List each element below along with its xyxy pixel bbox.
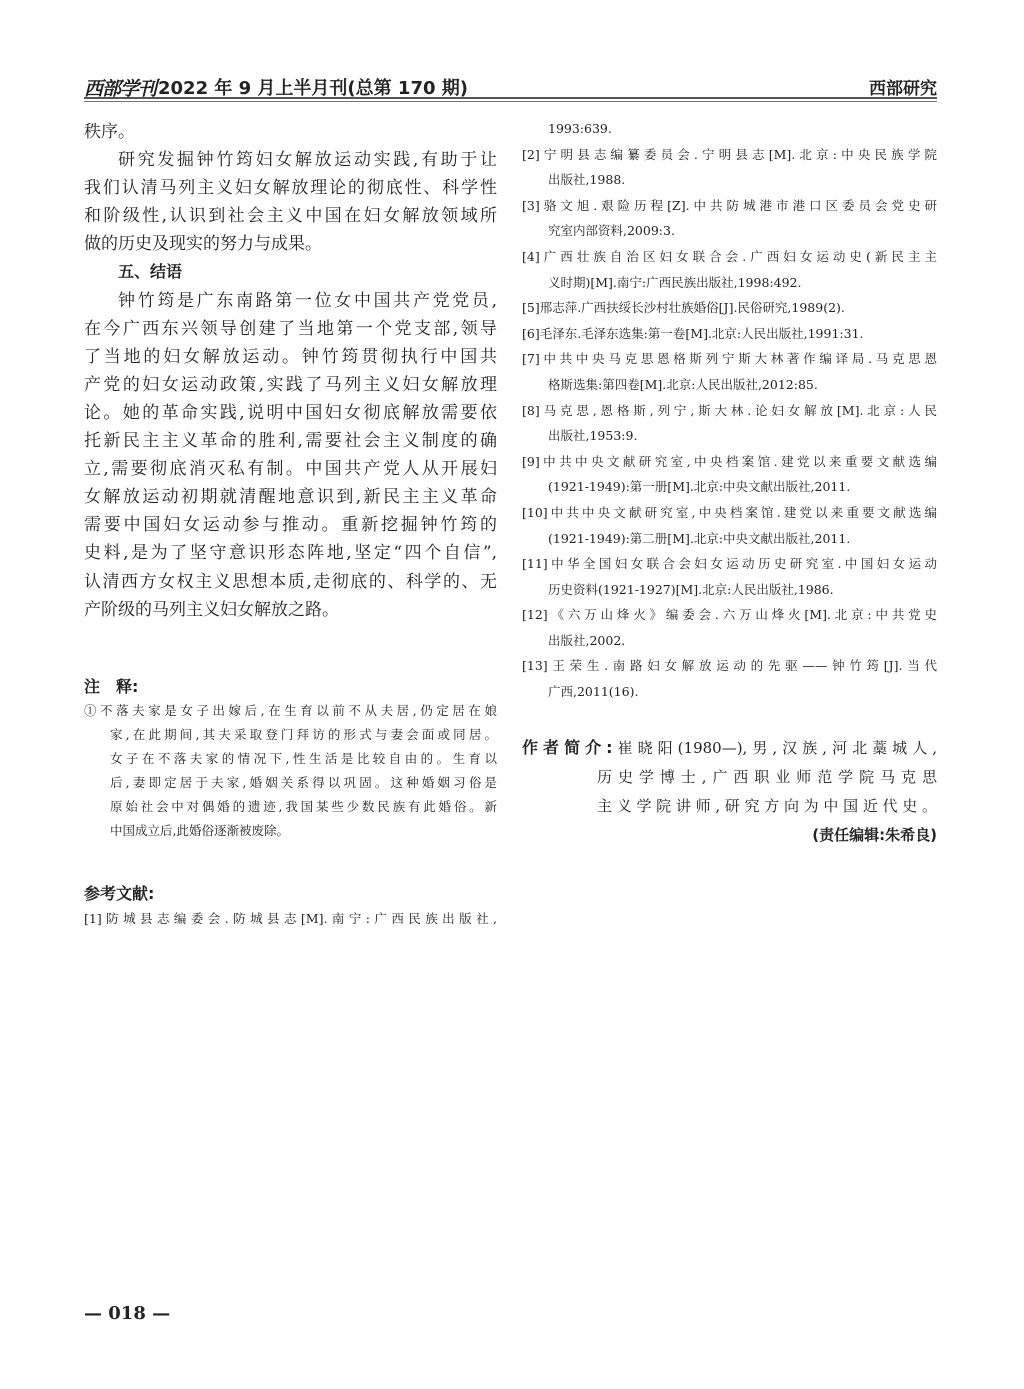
issue-info: 2022 年 9 月上半月刊(总第 170 期) <box>158 78 468 99</box>
note-line: ①不落夫家是女子出嫁后,在生育以前不从夫居,仍定居在娘 <box>84 703 497 718</box>
references-heading: 参考文献: <box>84 884 155 903</box>
reference-line: (1921-1949):第二册[M].北京:中央文献出版社,2011. <box>548 530 851 546</box>
paragraph-line: 产党的妇女运动政策,实践了马列主义妇女解放理 <box>84 374 497 395</box>
reference-line: 出版社,1988. <box>548 172 626 188</box>
reference-line: [9]中共中央文献研究室,中央档案馆.建党以来重要文献选编 <box>522 453 937 469</box>
reference-line: 出版社,1953:9. <box>548 428 638 444</box>
paragraph-line: 认清西方女权主义思想本质,走彻底的、科学的、无 <box>84 571 497 592</box>
note-line: 原始社会中对偶婚的遗迹,我国某些少数民族有此婚俗。新 <box>110 799 497 814</box>
header-rule-thin <box>84 101 937 102</box>
reference-line: [2]宁明县志编纂委员会.宁明县志[M].北京:中央民族学院 <box>522 146 937 162</box>
reference-line: 义时期)[M].南宁:广西民族出版社,1998:492. <box>548 274 802 290</box>
paragraph-line: 我们认清马列主义妇女解放理论的彻底性、科学性 <box>84 178 497 199</box>
note-line: 后,妻即定居于夫家,婚姻关系得以巩固。这种婚姻习俗是 <box>110 775 497 790</box>
reference-line: 历史资料(1921-1927)[M].北京:人民出版社,1986. <box>548 581 834 597</box>
paragraph-line: 秩序。 <box>84 122 135 142</box>
paragraph-line: 产阶级的马列主义妇女解放之路。 <box>84 599 339 620</box>
author-label: 作者简介: <box>522 738 613 757</box>
author-bio <box>522 733 937 850</box>
header-rule <box>84 97 937 99</box>
reference-line: 格斯选集:第四卷[M].北京:人民出版社,2012:85. <box>548 376 818 392</box>
section-heading: 五、结语 <box>118 262 183 282</box>
paragraph-line: 论。她的革命实践,说明中国妇女彻底解放需要依 <box>84 402 497 423</box>
paragraph-line: 在今广西东兴领导创建了当地第一个党支部,领导 <box>84 318 497 339</box>
note-line: 中国成立后,此婚俗逐渐被废除。 <box>110 823 289 838</box>
reference-line: [7]中共中央马克思恩格斯列宁斯大林著作编译局.马克思恩 <box>522 351 937 367</box>
page-number: — 018 — <box>84 1303 171 1324</box>
paragraph-line: 史料,是为了坚守意识形态阵地,坚定“四个自信”, <box>84 543 497 564</box>
references-first-line <box>84 907 497 931</box>
note-line: 女子在不落夫家的情况下,性生活是比较自由的。生育以 <box>110 751 497 766</box>
reference-line: [1]防城县志编委会.防城县志[M].南宁:广西民族出版社, <box>84 911 497 926</box>
journal-logo: 西部学刊 <box>84 78 157 100</box>
paragraph-line: 钟竹筠是广东南路第一位女中国共产党党员, <box>118 290 497 311</box>
reference-line: 1993:639. <box>548 121 612 136</box>
paragraph-line: 需要中国妇女运动参与推动。重新挖掘钟竹筠的 <box>84 515 497 536</box>
author-line: 主义学院讲师,研究方向为中国近代史。 <box>597 797 937 815</box>
notes-heading: 注 释: <box>84 677 139 696</box>
paragraph-line: 研究发掘钟竹筠妇女解放运动实践,有助于让 <box>118 150 497 171</box>
paragraph-line: 托新民主主义革命的胜利,需要社会主义制度的确 <box>84 431 497 452</box>
paragraph-line: 立,需要彻底消灭私有制。中国共产党人从开展妇 <box>84 459 497 480</box>
running-header <box>84 72 937 98</box>
reference-line: [3]骆文旭.艰险历程[Z].中共防城港市港口区委员会党史研 <box>522 197 937 213</box>
reference-line: [6]毛泽东.毛泽东选集:第一卷[M].北京:人民出版社,1991:31. <box>522 325 864 341</box>
section-name: 西部研究 <box>869 79 937 99</box>
reference-line: (1921-1949):第一册[M].北京:中央文献出版社,2011. <box>548 479 851 495</box>
paragraph-line: 女解放运动初期就清醒地意识到,新民主主义革命 <box>84 487 497 508</box>
paragraph-line: 和阶级性,认识到社会主义中国在妇女解放领域所 <box>84 206 497 227</box>
reference-line: 广西,2011(16). <box>548 684 639 700</box>
reference-line: [10]中共中央文献研究室,中央档案馆.建党以来重要文献选编 <box>522 504 937 520</box>
reference-line: [13]王荣生.南路妇女解放运动的先驱——钟竹筠[J].当代 <box>522 658 937 674</box>
references-list <box>522 116 937 705</box>
reference-line: [12]《六万山烽火》编委会.六万山烽火[M].北京:中共党史 <box>522 607 937 623</box>
reference-line: [8]马克思,恩格斯,列宁,斯大林.论妇女解放[M].北京:人民 <box>522 402 937 418</box>
paragraph-line: 做的历史及现实的努力与成果。 <box>84 234 322 255</box>
responsible-editor: (责任编辑:朱希良) <box>812 826 937 844</box>
note-line: 家,在此期间,其夫采取登门拜访的形式与妻会面或同居。 <box>110 727 497 742</box>
reference-line: 究室内部资料,2009:3. <box>548 223 675 239</box>
author-line: 崔晓阳(1980—),男,汉族,河北藁城人, <box>612 739 938 757</box>
body-text <box>84 118 497 624</box>
reference-line: [11]中华全国妇女联合会妇女运动历史研究室.中国妇女运动 <box>522 556 937 572</box>
reference-line: [5]邢志萍.广西扶绥长沙村壮族婚俗[J].民俗研究,1989(2). <box>522 300 845 316</box>
author-line: 历史学博士,广西职业师范学院马克思 <box>597 768 937 786</box>
paragraph-line: 了当地的妇女解放运动。钟竹筠贯彻执行中国共 <box>84 346 497 367</box>
notes <box>84 699 497 843</box>
reference-line: 出版社,2002. <box>548 632 626 648</box>
reference-line: [4]广西壮族自治区妇女联合会.广西妇女运动史(新民主主 <box>522 248 937 264</box>
